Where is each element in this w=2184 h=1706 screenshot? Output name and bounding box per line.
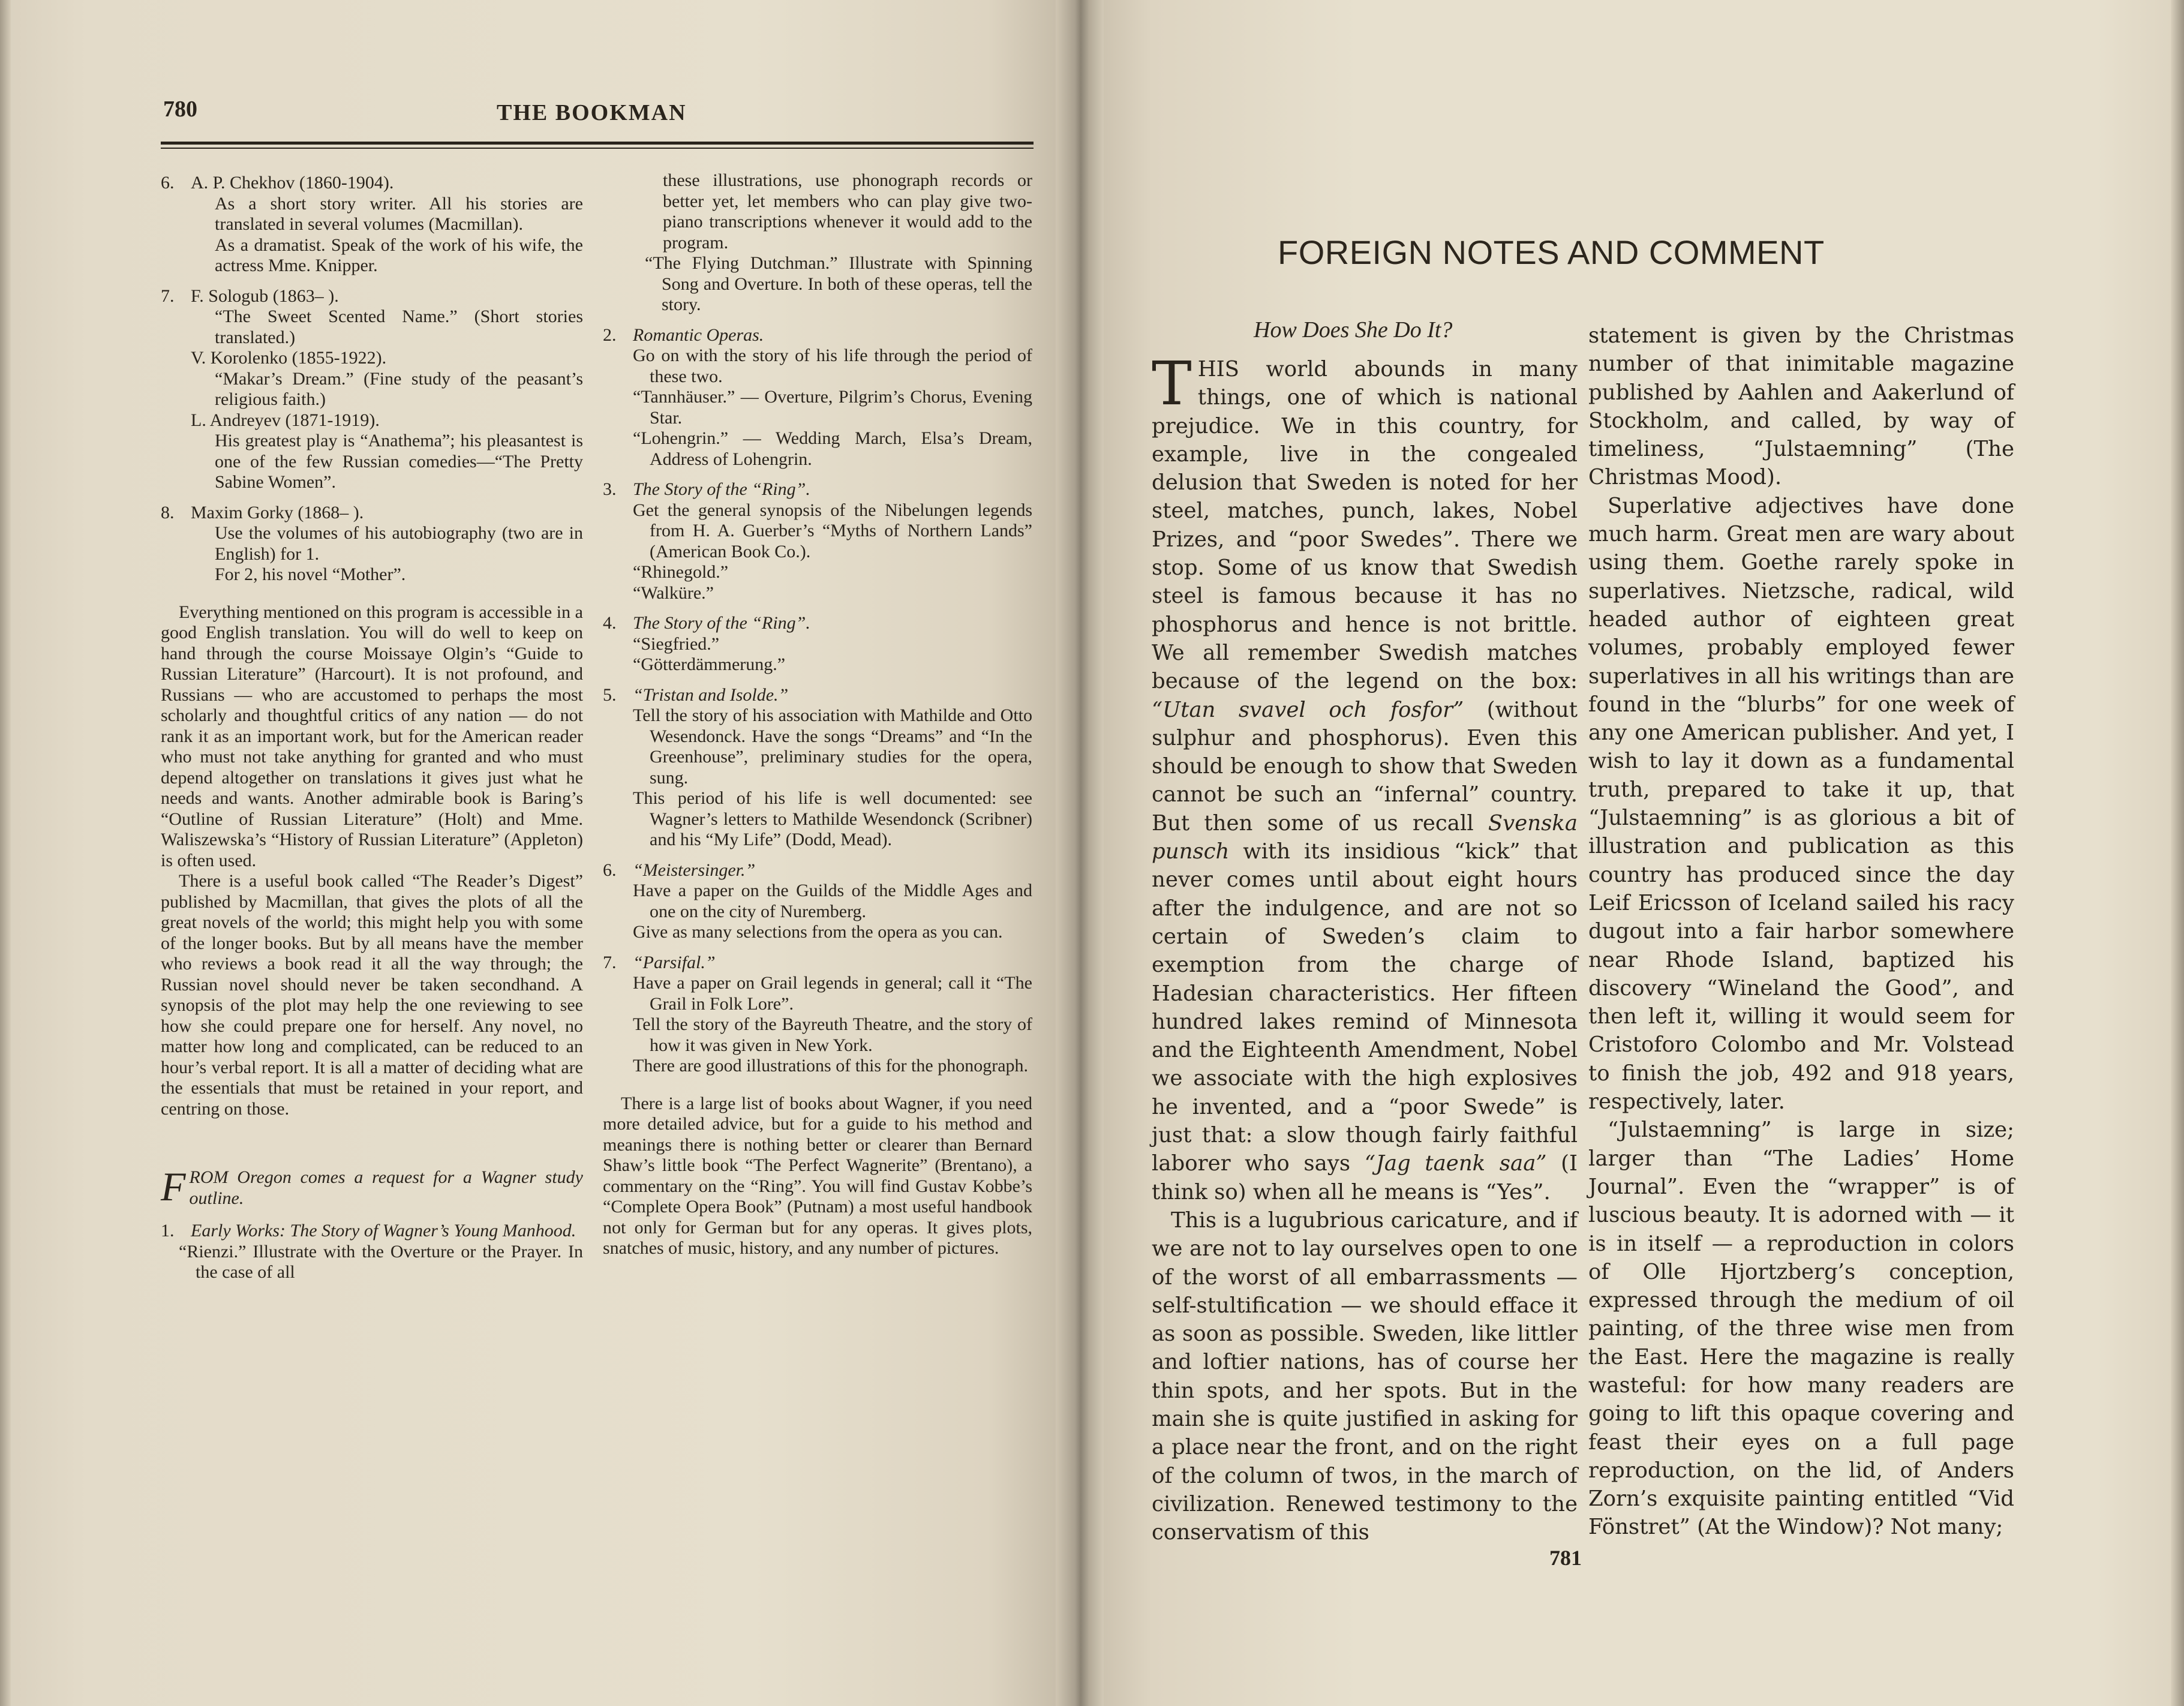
item-title: “Parsifal.” (633, 952, 716, 972)
item-title: “Meistersinger.” (633, 860, 756, 880)
item-line: There are good illustrations of this for the phonograph. (633, 1056, 1029, 1076)
item-title: The Story of the “Ring”. (633, 613, 810, 633)
left-page-column-2 (603, 170, 1032, 1259)
page-edge-right (2171, 0, 2184, 1706)
column-continuation: these illustrations, use phonograph records or better yet, let members who can play give two-piano transcriptions whenever it would add to the program. (663, 170, 1032, 253)
para1-text-c: with its insidious “kick” that never comes until about eight hours after the indulgence, and are not so certain of Sweden’s claim to exemption from the charge of Hadesian characteristics. Her fifteen hundred lakes remind of Minnesota and the Eighteenth Amendment, Nobel we associate with the high explosives he invented, and a “poor Swede” is just that: a slow though fairly faithful laborer who says (1152, 839, 1578, 1176)
author-note: For 2, his novel “Mother”. (215, 564, 406, 584)
wagner-outline-list (603, 325, 1032, 1077)
item-number: 3. (603, 479, 617, 499)
item-line: Have a paper on Grail legends in general; call it “The Grail in Folk Lore”. (633, 973, 1032, 1014)
wagner-outline-item (603, 325, 1032, 470)
item-line: Tell the story of the Bayreuth Theatre, and the story of how it was given in New York. (633, 1014, 1032, 1055)
author-note: “The Sweet Scented Name.” (Short stories translated.) (215, 307, 583, 347)
header-rule-thick (161, 142, 1034, 145)
item-title: “Tristan and Isolde.” (633, 684, 789, 705)
para1-text-a: HIS world abounds in many things, one of which is national prejudice. We in this country, for example, live in the congealed delusion that Sweden is noted for her steel, matches, punch, lakes, Nobel Prizes, and “poor Swedes”. There we stop. Some of us know that Swedish steel is famous because it has no phosphorus and hence is not brittle. We all remember Swedish matches because of the legend on the box: (1152, 357, 1578, 694)
wagner-outline-item (603, 613, 1032, 675)
item-number: 6. (161, 173, 175, 193)
item-text: “Rienzi.” Illustrate with the Overture or the Prayer. In the case of all (179, 1241, 583, 1282)
header-rule-thin (161, 148, 1034, 149)
right-page-column-2 (1588, 322, 2014, 1542)
item-line: Go on with the story of his life through the period of these two. (633, 346, 1032, 386)
item-number: 5. (603, 684, 617, 705)
article-paragraph-4: Superlative adjectives have done much harm. Great men are wary about using them. Goethe rarely spoke in superlatives. Nietzsche, radical, wild headed author of eighteen great volumes, probably employed fewer superlatives in all his writings than are found in the “blurbs” for one week of any one American publisher. And yet, I wish to lay it down as a fundamental truth, prepared to take it up, that “Julstaemning” is as glorious a bit of illustration and publication as this country has produced since the day Leif Ericsson of Iceland sailed his racy dugout into a fair harbor somewhere near Rhode Island, baptized his discovery “Wineland the Good”, and then left it, willing it would seem for Cristoforo Colombo and Mr. Volstead to finish the job, 492 and 918 years, respectively, later. (1588, 493, 2014, 1115)
russian-author-item (161, 173, 583, 277)
item-number: 1. (161, 1221, 175, 1241)
article-paragraph-5: “Julstaemning” is large in size; larger than “The Ladies’ Home Journal”. Even the “wrapper” is of luscious beauty. It is adorned with — it is in itself — a reproduction in colors of Olle Hjortzberg’s conception, expressed through the medium of oil painting, of the three wise men from the East. Here the magazine is really wasteful: for how many readers are going to lift this opaque covering and feast their eyes on a full page reproduction, on the lid, of Anders Zorn’s exquisite painting entitled “Vid Fönstret” (At the Window)? Not many; (1588, 1118, 2014, 1540)
wagner-item-1 (161, 1221, 583, 1283)
item-number: 7. (161, 286, 175, 306)
item-line: This period of his life is well documented: see Wagner’s letters to Mathilde Wesendonck (Scribner) and his “My Life” (Dodd, Mead). (633, 788, 1032, 849)
item-line: “Walküre.” (633, 582, 714, 603)
article-subheading: How Does She Do It? (1254, 317, 1453, 343)
author-note: As a short story writer. All his stories are translated in several volumes (Macmillan). (215, 193, 583, 234)
item-line: Tell the story of his association with Mathilde and Otto Wesendonck. Have the songs “Dreams” and “In the Greenhouse”, preliminary studies for the opera, sung. (633, 705, 1032, 788)
item-line: Give as many selections from the opera as you can. (633, 922, 1003, 942)
author-name: L. Andreyev (1871-1919). (191, 410, 380, 430)
item-number: 4. (603, 613, 617, 633)
author-note: His greatest play is “Anathema”; his pleasantest is one of the few Russian comedies—“The Pretty Sabine Women”. (215, 431, 583, 492)
item-line: “Tannhäuser.” — Overture, Pilgrim’s Chorus, Evening Star. (633, 387, 1032, 428)
swedish-phrase-2: Svenska punsch (1152, 810, 1578, 864)
paragraph-readers-digest: There is a useful book called “The Reader’s Digest” published by Macmillan, that gives the plots of all the great novels of the world; this might help you with some of the longer books. But by all means have the member who reviews a book read it all the way through; the Russian novel should never be taken secondhand. A synopsis of the plot may help the one reviewing to see how she could prepare one for herself. Any novel, no matter how long and complicated, can be reduced to an hour’s verbal report. It is all a matter of deciding what are the essentials that must be retained in your report, and centring on those. (161, 871, 583, 1119)
author-note: “Makar’s Dream.” (Fine study of the peasant’s religious faith.) (215, 368, 583, 409)
author-name: V. Korolenko (1855-1922). (191, 348, 387, 368)
right-page-column-1 (1152, 349, 1578, 1546)
drop-cap-f: F (161, 1164, 186, 1209)
wagner-outline-item (603, 953, 1032, 1077)
author-name: F. Sologub (1863– ). (191, 286, 339, 306)
russian-author-item (161, 503, 583, 585)
item-line: “Rhinegold.” (633, 562, 729, 582)
running-head: THE BOOKMAN (497, 100, 687, 125)
item-line: “Siegfried.” (633, 633, 720, 654)
russian-author-item (161, 286, 583, 349)
russian-paragraphs (161, 602, 583, 1120)
russian-authors-list (161, 173, 583, 585)
item-number: 2. (603, 325, 617, 345)
paragraph-translations: Everything mentioned on this program is accessible in a good English translation. You will do well to keep on hand through the course Moissaye Olgin’s “Guide to Russian Literature” (Harcourt). It is not profound, and Russians — who are accustomed to perhaps the most scholarly and thoughtful critics of any nation — do not rank it as an important work, but for the American reader who must not take anything for granted and who must depend altogether on translations it gives just what he needs and wants. Another admirable book is Baring’s “Outline of Russian Literature” (Holt) and Mme. Waliszewska’s “History of Russian Literature” (Appleton) is often used. (161, 602, 583, 870)
author-name: Maxim Gorky (1868– ). (191, 502, 364, 522)
article-paragraph-3: statement is given by the Christmas number of that inimitable magazine published by Aahlen and Aakerlund of Stockholm, and called, by way of timeliness, “Julstaemning” (The Christmas Mood). (1588, 323, 2014, 490)
right-page-number: 781 (1549, 1546, 1582, 1570)
author-note: As a dramatist. Speak of the work of his wife, the actress Mme. Knipper. (215, 235, 583, 275)
item-line: Get the general synopsis of the Nibelungen legends from H. A. Guerber’s “Myths of Northern Lands” (American Book Co.). (633, 500, 1032, 561)
wagner-outline-item (603, 479, 1032, 603)
left-page-number: 780 (163, 97, 197, 122)
item-line: “Götterdämmerung.” (633, 654, 786, 674)
russian-author-item (161, 410, 583, 493)
wagner-books-paragraph: There is a large list of books about Wagner, if you need more detailed advice, but for a guide to his method and meanings there is nothing better or clearer than Bernard Shaw’s little book “The Perfect Wagnerite” (Brentano), a commentary on the “Ring”. You will find Gustav Kobbe’s “Complete Opera Book” (Putnam) a most useful handbook not only for German but for any operas. It gives plots, snatches of music, history, and any number of pictures. (603, 1093, 1032, 1258)
article-paragraph-2: This is a lugubrious caricature, and if we are not to lay ourselves open to one of the worst of all embarrassments — self-stultification — we should efface it as soon as possible. Sweden, like littler and loftier nations, has of course her thin spots, and her spots. But in the main she is quite justified in asking for a place near the front, and on the right of the column of twos, in the march of civilization. Renewed testimony to the conservatism of this (1152, 1208, 1578, 1545)
book-gutter (1056, 0, 1104, 1706)
item-number: 6. (603, 860, 617, 880)
para1-text-b: (without sulphur and phosphorus). Even this should be enough to show that Sweden cannot be such an “infernal” country. But then some of us recall (1152, 697, 1578, 836)
wagner-intro-text: ROM Oregon comes a request for a Wagner study outline. (189, 1167, 583, 1208)
wagner-outline-item (603, 860, 1032, 943)
russian-author-item (161, 348, 583, 410)
drop-cap-t: T (1152, 349, 1192, 419)
para1-text-d: (I think so) when all he means is “Yes”. (1152, 1151, 1578, 1205)
section-heading: FOREIGN NOTES AND COMMENT (1278, 233, 1825, 271)
item-line: “Lohengrin.” — Wedding March, Elsa’s Dream, Address of Lohengrin. (633, 428, 1032, 469)
item-number: 7. (603, 952, 617, 972)
wagner-outline-item (603, 685, 1032, 851)
author-name: A. P. Chekhov (1860-1904). (191, 173, 394, 193)
article-paragraph-1 (1152, 349, 1578, 1206)
item-number: 8. (161, 502, 175, 522)
wagner-intro (161, 1164, 583, 1209)
flying-dutchman: “The Flying Dutchman.” Illustrate with Spinning Song and Overture. In both of these operas, tell the story. (645, 253, 1032, 314)
item-title: Early Works: The Story of Wagner’s Young Manhood. (191, 1221, 576, 1241)
swedish-phrase-3: “Jag taenk saa” (1364, 1151, 1547, 1176)
item-title: Romantic Operas. (633, 325, 764, 345)
swedish-phrase-1: “Utan svavel och fosfor” (1152, 697, 1464, 722)
item-line: Have a paper on the Guilds of the Middle Ages and one on the city of Nuremberg. (633, 881, 1032, 921)
page-edge-left (0, 0, 11, 1706)
author-note: Use the volumes of his autobiography (two are in English) for 1. (215, 523, 583, 564)
left-page-column-1 (161, 163, 583, 1283)
item-title: The Story of the “Ring”. (633, 479, 810, 499)
